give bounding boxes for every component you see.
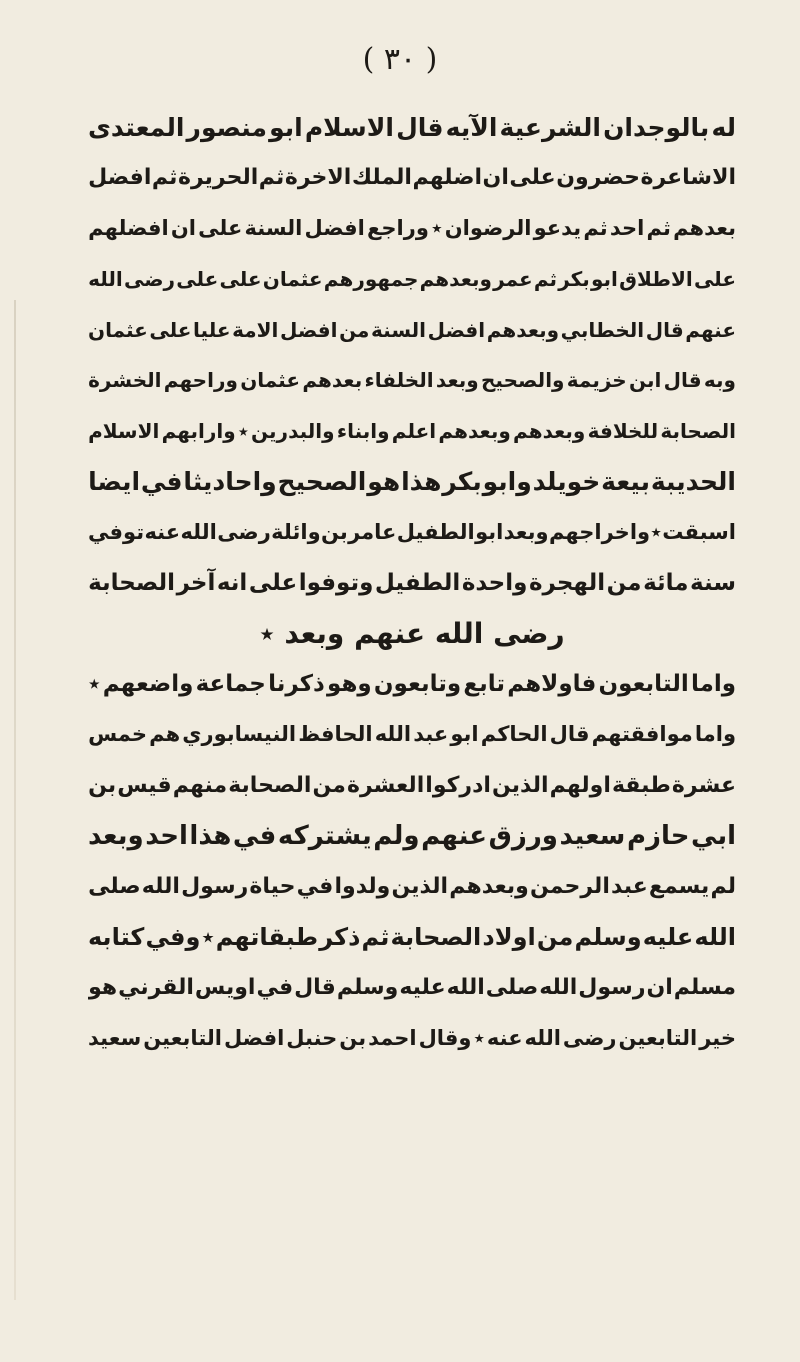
word: الحاكم [480, 722, 548, 747]
word: بن [339, 1025, 367, 1050]
word: وسلم [336, 974, 399, 1000]
word: يشتركه [277, 820, 372, 851]
word: ورزق [488, 820, 558, 851]
word: بكر [558, 267, 590, 292]
word: خمس [88, 722, 147, 747]
word: الله [446, 974, 485, 1000]
word: من [339, 317, 370, 342]
word: على [176, 267, 219, 292]
word: عبد [611, 873, 648, 899]
word: التابعين [618, 1025, 698, 1050]
binding-shadow [14, 300, 16, 1300]
word: عنهم [685, 317, 736, 342]
word: وهو [327, 670, 372, 697]
word: العشرة [346, 772, 425, 798]
word: سعيد [559, 820, 626, 851]
word: وقال [418, 1025, 472, 1050]
word: طبقاتهم [215, 922, 319, 951]
word: افضل [88, 165, 152, 191]
word: قال [549, 722, 590, 747]
text-line [88, 810, 736, 861]
word: ٭ [473, 1025, 485, 1050]
word: له [711, 112, 736, 142]
word: ثم [361, 922, 390, 951]
word: الله [374, 722, 412, 747]
word: ابي [691, 820, 736, 851]
word: ايضا [88, 466, 141, 496]
word: على [248, 569, 298, 596]
word: الله [694, 922, 736, 951]
word: القرني [118, 974, 194, 1000]
text-line [88, 507, 736, 558]
word: الاشاعرة [640, 165, 736, 191]
word: الخلفاء [364, 368, 434, 393]
word: وفي [145, 922, 201, 951]
word: ابو [475, 520, 504, 545]
word: اسبقت [662, 520, 736, 545]
word: افضلهم [88, 216, 169, 241]
word: الاسلام [88, 418, 160, 443]
word: مسلم [673, 974, 736, 1000]
text-line [88, 962, 736, 1013]
word: التابعين [143, 1025, 222, 1050]
text-line [88, 254, 736, 305]
word: وارابهم [161, 418, 236, 443]
word: بن [88, 772, 117, 798]
word: اويس [194, 974, 256, 1000]
word: واحاديثا [183, 466, 277, 496]
word: عثمان [262, 267, 323, 292]
word: الاخرة [284, 165, 352, 191]
word: طبقة [611, 772, 671, 798]
word: افضل [223, 1025, 285, 1050]
word: وبعدهم [449, 873, 529, 899]
word: الآيه [445, 112, 498, 142]
word: خويلد [532, 466, 601, 496]
word: للخلافة [587, 418, 659, 443]
word: عثمان [240, 368, 301, 393]
page-number: ( ٣٠ ) [362, 42, 438, 77]
text-line [88, 861, 736, 912]
word: كتابه [88, 922, 145, 951]
word: قال [396, 112, 444, 142]
word: ادركوا [425, 772, 491, 798]
word: هم [149, 722, 181, 747]
word: عشرة [671, 772, 736, 798]
word: فاولاهم [507, 670, 597, 697]
word: الذين [391, 873, 449, 899]
text-line [88, 456, 736, 507]
word: واما [694, 722, 736, 747]
word: الرحمن [529, 873, 610, 899]
word: الملك [351, 165, 412, 191]
word: قال [645, 317, 684, 342]
word: افضل [304, 216, 365, 241]
word: احد [145, 820, 188, 851]
word: ثم [583, 216, 608, 241]
word: الذين [491, 772, 549, 798]
word: وبعدهم [513, 418, 586, 443]
word: وتوفوا [298, 569, 374, 596]
word: وبعد [503, 520, 549, 545]
word: وسلم [574, 922, 642, 951]
text-line: رضى الله عنهم وبعد ٭ [259, 616, 565, 650]
word: سنة [690, 569, 736, 596]
word: من [312, 772, 346, 798]
word: عنهم [421, 820, 488, 851]
word: عنه [144, 520, 181, 545]
word: ثم [646, 216, 671, 241]
word: الامة [232, 317, 279, 342]
word: الاطلاق [619, 267, 693, 292]
word: من [536, 922, 574, 951]
word: الله [141, 873, 180, 899]
word: الهجرة [528, 569, 606, 596]
word: اولهم [549, 772, 611, 798]
word: سعيد [88, 1025, 142, 1050]
word: عليا [193, 317, 231, 342]
word: الاسلام [304, 112, 394, 142]
word: جماعة [195, 670, 266, 697]
word: وبعدهم [438, 418, 511, 443]
word: قال [294, 974, 336, 1000]
word: المعتدى [88, 112, 185, 142]
word: الحافظ [298, 722, 373, 747]
word: هذا [401, 466, 442, 496]
word: هذا [189, 820, 232, 851]
word: ثم [258, 165, 285, 191]
word: في [232, 820, 277, 851]
text-line [88, 760, 736, 811]
word: واما [690, 670, 736, 697]
word: الله [539, 974, 578, 1000]
word: خزيمة [566, 368, 627, 393]
word: تابع [463, 670, 505, 697]
word: في [256, 974, 294, 1000]
word: افضل [279, 317, 338, 342]
text-line [88, 659, 736, 710]
word: عثمان [88, 317, 148, 342]
word: التابعون [598, 670, 689, 697]
word: احد [609, 216, 645, 241]
word: ابو [450, 722, 479, 747]
word: الشرعية [499, 112, 601, 142]
word: بالوجدان [603, 112, 710, 142]
word: من [606, 569, 642, 596]
word: الصحابة [88, 569, 176, 596]
word: رضى [217, 520, 271, 545]
word: وابو [482, 466, 532, 496]
word: على [509, 165, 556, 191]
word: رضى [562, 1025, 617, 1050]
word: حنبل [286, 1025, 338, 1050]
word: رسول [181, 873, 249, 899]
word: لم [710, 873, 736, 899]
word: افضل [427, 317, 486, 342]
word: الله [88, 267, 123, 292]
word: والبدرين [251, 418, 335, 443]
word: وبعدهم [419, 267, 492, 292]
word: صلى [485, 974, 539, 1000]
text-line [88, 709, 736, 760]
word: يسمع [648, 873, 710, 899]
word: ان [170, 216, 196, 241]
word: وتابعون [373, 670, 462, 697]
word: ٭ [650, 520, 662, 545]
word: وائلة [271, 520, 321, 545]
text-line [88, 406, 736, 457]
word: عامر [348, 520, 397, 545]
word: الصحابة [660, 418, 736, 443]
word: ابو [591, 267, 618, 292]
word: بن [320, 520, 348, 545]
word: قال [663, 368, 702, 393]
word: وبه [703, 368, 736, 393]
word: بعدهم [302, 368, 363, 393]
word: ابن [628, 368, 662, 393]
word: منهم [172, 772, 228, 798]
word: واضعهم [102, 670, 194, 697]
text-line [88, 203, 736, 254]
word: انه [216, 569, 248, 596]
word: الله [180, 520, 217, 545]
word: احمد [368, 1025, 417, 1050]
word: على [198, 216, 243, 241]
word: واخراجهم [548, 520, 651, 545]
word: اضلهم [412, 165, 482, 191]
word: الصحابة [228, 772, 312, 798]
word: في [296, 873, 334, 899]
word: وراجع [367, 216, 429, 241]
word: ٭ [201, 922, 215, 951]
word: النيسابوري [182, 722, 297, 747]
word: بعدهم [673, 216, 736, 241]
text-line [88, 153, 736, 204]
text-line [88, 355, 736, 406]
word: هو [88, 974, 118, 1000]
word: بكر [442, 466, 482, 496]
word: الله [524, 1025, 561, 1050]
word: ان [482, 165, 509, 191]
word: ولدوا [334, 873, 391, 899]
word: منصور [186, 112, 267, 142]
word: حازم [626, 820, 690, 851]
word: ذكر [319, 922, 361, 951]
word: على [149, 317, 192, 342]
word: عليه [642, 922, 694, 951]
word: الحريرة [177, 165, 259, 191]
word: مائة [643, 569, 689, 596]
word: رسول [578, 974, 646, 1000]
word: عنه [486, 1025, 523, 1050]
word: اولاد [482, 922, 536, 951]
word: الخطابي [560, 317, 645, 342]
word: وابناء [336, 418, 390, 443]
word: خير [699, 1025, 736, 1050]
text-line [88, 912, 736, 963]
word: وبعد [435, 368, 479, 393]
word: يدعو [533, 216, 582, 241]
word: السنة [371, 317, 427, 342]
word: ذكرنا [268, 670, 325, 697]
word: قيس [117, 772, 172, 798]
word: وبعدهم [486, 317, 560, 342]
word: اعلم [391, 418, 437, 443]
word: عبد [413, 722, 449, 747]
text-line [88, 557, 736, 608]
word: هو [367, 466, 401, 496]
word: في [140, 466, 183, 496]
word: موافقتهم [591, 722, 693, 747]
word: حياة [249, 873, 296, 899]
word: عليه [399, 974, 446, 1000]
word: والصحيح [480, 368, 565, 393]
word: توفي [88, 520, 145, 545]
word: الرضوان [444, 216, 532, 241]
word: ثم [533, 267, 558, 292]
word: ثم [151, 165, 178, 191]
word: واحدة [461, 569, 528, 596]
word: صلى [88, 873, 141, 899]
word: الحديبة [650, 466, 736, 496]
word: ٭ [237, 418, 249, 443]
text-line [88, 102, 736, 153]
word: جمهورهم [323, 267, 419, 292]
word: على [219, 267, 262, 292]
word: عمر [493, 267, 533, 292]
word: وراحهم [163, 368, 238, 393]
word: الصحابة [390, 922, 482, 951]
word: الخشرة [88, 368, 162, 393]
word: الطفيل [374, 569, 461, 596]
text-line [88, 304, 736, 355]
word: ٭ [88, 670, 101, 697]
word: رضى [123, 267, 176, 292]
word: ابو [269, 112, 303, 142]
word: الصحيح [277, 466, 367, 496]
text-line [88, 1013, 736, 1064]
word: السنة [244, 216, 303, 241]
word: حضرون [556, 165, 640, 191]
word: ٭ [431, 216, 443, 241]
word: ولم [373, 820, 420, 851]
word: وبعد [88, 820, 144, 851]
word: آخر [176, 569, 216, 596]
word: ان [646, 974, 673, 1000]
text-body [88, 102, 736, 1063]
word: على [693, 267, 736, 292]
word: الطفيل [396, 520, 475, 545]
word: بيعة [601, 466, 650, 496]
